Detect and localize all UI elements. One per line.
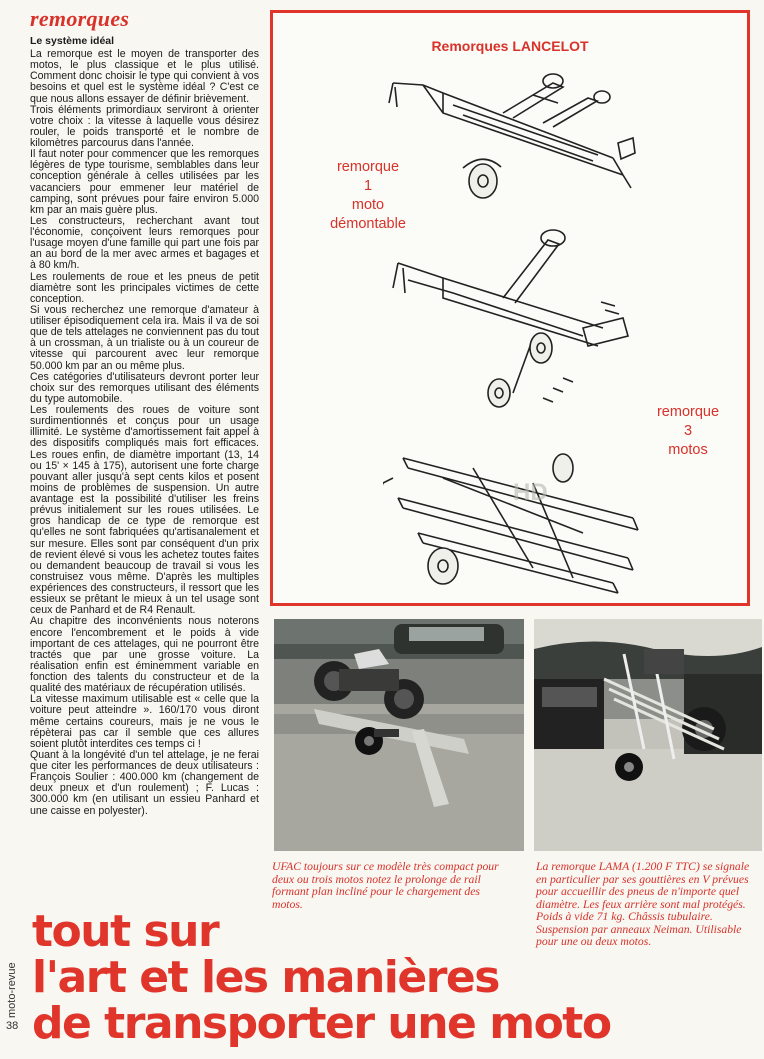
trailer-3-drawing — [383, 438, 653, 603]
caption-lama: La remorque LAMA (1.200 F TTC) se signale en particulier par ses gouttières en V prévues pour accueillir des pneus de n'importe quel diamètre. Les feux arrière sont mal protégés. Poids à vide 71 kg. Châssis tubulaire. Suspension par anneaux Neiman. Utilisable pour une ou deux motos. — [536, 860, 750, 948]
label-line: motos — [668, 442, 708, 458]
headline-line: l'art et les manières — [32, 952, 499, 1003]
paragraph: Les constructeurs, recherchant avant tout l'économie, conçoivent leurs remorques pour l'usage moyen d'une famille qui part une fois par an au bord de la mer avec armes et bagages et à 80 km/h. — [30, 214, 259, 272]
paragraph: Les roulements de roue et les pneus de petit diamètre sont les principales victimes de cette conception. — [30, 270, 259, 305]
label-remorque-3-motos — [643, 403, 733, 460]
trailer-1-drawing — [383, 63, 643, 208]
label-line: remorque — [656, 404, 720, 420]
article-body — [30, 49, 259, 907]
label-line: remorque — [336, 159, 400, 175]
paragraph: La vitesse maximum utilisable est « celle que la voiture peut atteindre ». 160/170 vous diront même certains coureurs, mais je ne vous le répèterai pas car il semble que ces allures soient plutôt interdites ces temps ci ! — [30, 693, 259, 750]
paragraph: Il faut noter pour commencer que les remorques légères de type tourisme, semblables dans leur conception générale à celles utilisées par les vacanciers pour emmener leur matériel de camping, sont prévues pour faire environ 5.000 km par an mais guère plus. — [30, 148, 259, 216]
ufac-trailer-photo — [274, 619, 524, 851]
page-number: 38 — [6, 1020, 19, 1032]
label-line: 3 — [683, 423, 693, 439]
paragraph: Au chapitre des inconvénients nous noterons encore l'encombrement et le poids à vide important de ces attelages, qui ne pourront être tractés que par une grosse voiture. La réalisation enfin est éminemment variable en fonction des talents du constructeur et de la qualité des matériaux de récupération utilisés. — [30, 615, 259, 695]
section-title: remorques — [30, 6, 130, 31]
watermark-text: HD — [513, 479, 548, 506]
figure-title: Remorques LANCELOT — [431, 38, 589, 54]
magazine-name: moto-revue — [6, 962, 18, 1018]
paragraph: Si vous recherchez une remorque d'amateur à utiliser épisodiquement cela ira. Mais il va de soi que de tels attelages ne conviennent pas du tout à un crossman, à un trialiste ou à un coureur de vitesse qui parcourent avec leur remorque 50.000 km par an ou même plus. — [30, 303, 259, 372]
label-line: 1 — [363, 178, 373, 194]
headline-line: tout sur — [32, 906, 219, 957]
paragraph: Ces catégories d'utilisateurs devront porter leur choix sur des remorques utilisant des éléments du type automobile. — [30, 370, 259, 405]
label-line: moto — [351, 197, 385, 213]
paragraph: La remorque est le moyen de transporter des motos, le plus classique et le plus utilisé. Comment donc choisir le type qui convient à vos besoins et quel est le système idéal ? C'est ce que nous allons essayer de définir brièvement. — [30, 49, 259, 105]
caption-ufac: UFAC toujours sur ce modèle très compact pour deux ou trois motos notez le prolonge de rail formant plan incliné pour le chargement des motos. — [272, 860, 499, 911]
paragraph: Trois éléments primordiaux serviront à orienter votre choix : la vitesse à laquelle vous désirez rouler, le poids transporté et le nombre de kilomètres parcourus dans l'année. — [30, 103, 259, 149]
paragraph: Quant à la longévité d'un tel attelage, je ne ferai que citer les performances de deux utilisateurs : François Soulier : 400.000 km (changement de deux pneux et d'un roulement) ; F. Lucas : 300.000 km (en utilisant un essieu Panhard et une caisse en polyester). — [30, 748, 259, 817]
headline — [32, 906, 611, 1049]
lama-trailer-photo — [534, 619, 762, 851]
subhead: Le système idéal — [30, 35, 115, 47]
headline-line: de transporter une moto — [32, 998, 611, 1049]
lancelot-figure — [270, 10, 750, 606]
trailer-exploded-drawing — [383, 218, 653, 433]
paragraph: Les roulements des roues de voiture sont surdimentionnés et conçus pour un usage illimité. Le système d'amortissement fait appel à des dispositifs compliqués mais fort efficaces. Les roues enfin, de diamètre important (13, 14 ou 15' × 145 à 175), autorisent une forte charge pouvant aller jusqu'à sept cents kilos et posent moins de problèmes de suspension. Un autre avantage est la possibilité d'utiliser les freins prévus initialement sur les roues utilisées. Le gros handicap de ce type de remorque est qu'elles ne sont fabriquées qu'artisanalement et sur mesure. Elles sont par conséquent d'un prix de revient élevé si vous les achetez toutes faites ou demandent beaucoup de travail si vous les construisez vous même. D'après les multiples expériences des constructeurs, il ressort que les essieux se prêtant le mieux à un tel usage sont ceux de Panhard et de R4 Renault. — [30, 404, 259, 617]
label-line: démontable — [330, 216, 406, 232]
